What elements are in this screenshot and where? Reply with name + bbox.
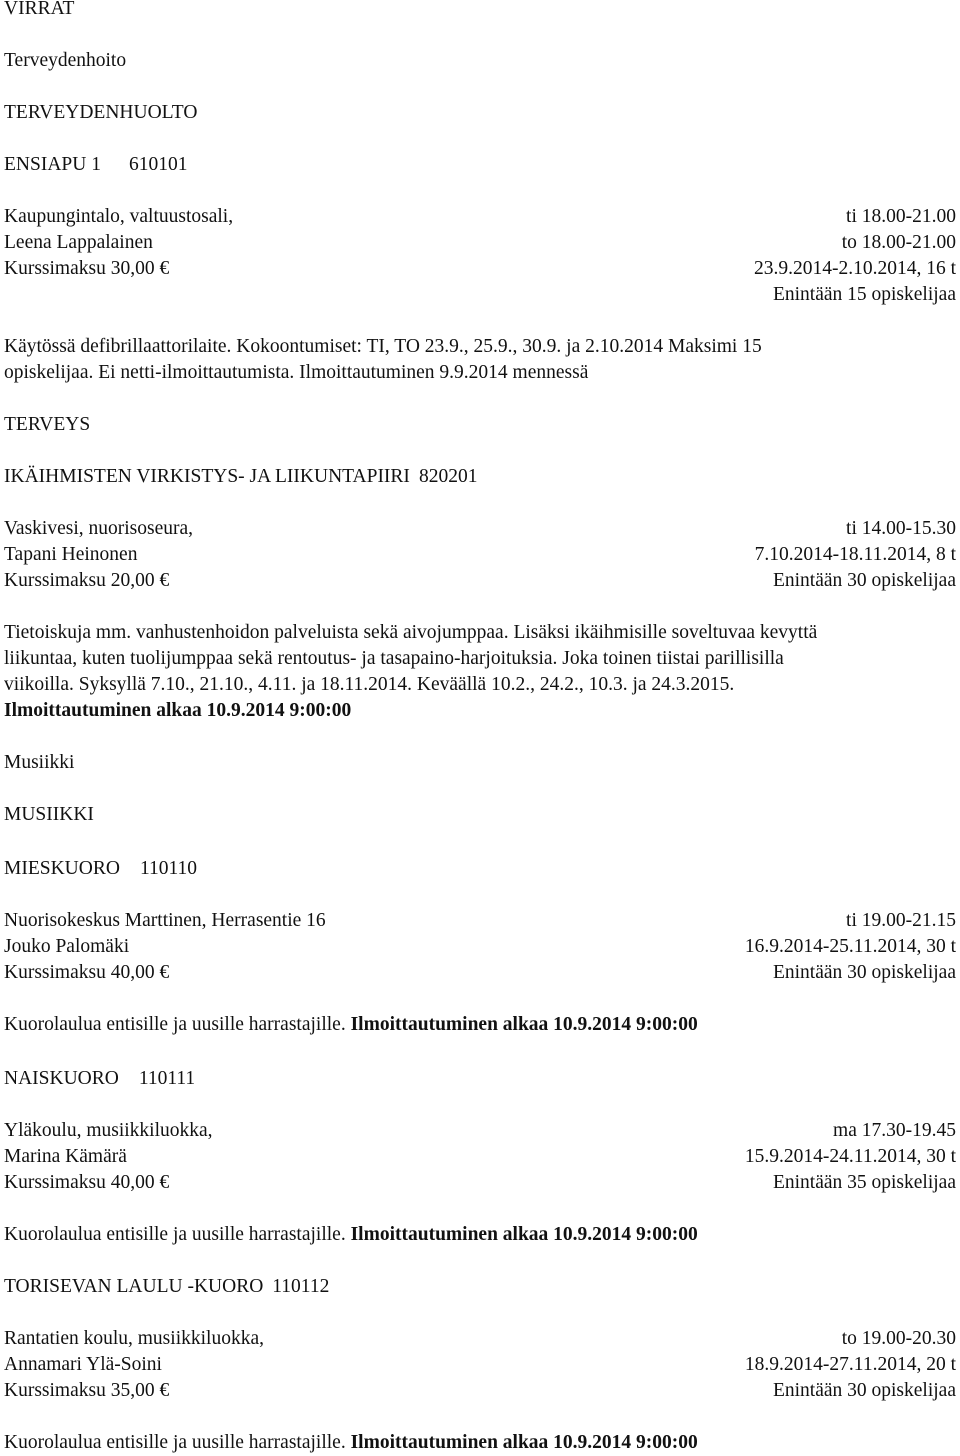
course-code: 110111 <box>138 1068 196 1089</box>
course-info-row <box>4 256 956 282</box>
course-place: Yläkoulu, musiikkiluokka, <box>4 1120 213 1141</box>
org-title: VIRRAT <box>4 0 75 19</box>
course-info-row <box>4 568 956 594</box>
course-info-row <box>4 1144 956 1170</box>
course-registration: Ilmoittautuminen alkaa 10.9.2014 9:00:00 <box>350 1014 698 1035</box>
course-info-row <box>4 1326 956 1352</box>
course-place: Vaskivesi, nuorisoseura, <box>4 518 194 539</box>
category-heading: Musiikki <box>4 752 75 773</box>
course-desc-text: Kuorolaulua entisille ja uusille harrastajille. <box>4 1014 346 1035</box>
course-dates: 23.9.2014-2.10.2014, 16 t <box>753 258 956 279</box>
course-info-row <box>4 1170 956 1196</box>
course-code: 610101 <box>128 154 188 175</box>
subcategory-heading: TERVEYDENHUOLTO <box>4 102 198 123</box>
course-info-row <box>4 934 956 960</box>
course-info-row <box>4 204 956 230</box>
course-place: Kaupungintalo, valtuustosali, <box>4 206 234 227</box>
course-dates: 16.9.2014-25.11.2014, 30 t <box>744 936 956 957</box>
course-time: to 19.00-20.30 <box>841 1328 956 1349</box>
course-fee: Kurssimaksu 20,00 € <box>4 570 170 591</box>
course-code: 110110 <box>139 858 197 879</box>
course-teacher: Marina Kämärä <box>4 1146 127 1167</box>
course-fee: Kurssimaksu 30,00 € <box>4 258 170 279</box>
course-dates: 15.9.2014-24.11.2014, 30 t <box>744 1146 956 1167</box>
course-teacher: Tapani Heinonen <box>4 544 138 565</box>
course-description <box>4 1012 956 1038</box>
course-registration: Ilmoittautuminen alkaa 10.9.2014 9:00:00 <box>350 1224 698 1245</box>
subcategory-heading: TERVEYS <box>4 414 91 435</box>
course-teacher: Annamari Ylä-Soini <box>4 1354 162 1375</box>
course-info-row <box>4 230 956 256</box>
course-description: viikoilla. Syksyllä 7.10., 21.10., 4.11. ja 18.11.2014. Keväällä 10.2., 24.2., 10.3. ja 24.3.2015. <box>4 674 735 695</box>
course-registration: Ilmoittautuminen alkaa 10.9.2014 9:00:00 <box>350 1432 698 1453</box>
course-description: Käytössä defibrillaattorilaite. Kokoontumiset: TI, TO 23.9., 25.9., 30.9. ja 2.10.2014 Maksimi 15 <box>4 336 762 357</box>
course-info-row <box>4 282 956 308</box>
course-code: 820201 <box>418 466 478 487</box>
course-teacher: Jouko Palomäki <box>4 936 130 957</box>
course-description: Tietoiskuja mm. vanhustenhoidon palveluista sekä aivojumppaa. Lisäksi ikäihmisille soveltuvaa kevyttä <box>4 622 818 643</box>
course-info-row <box>4 1118 956 1144</box>
course-title <box>4 152 956 178</box>
course-info-row <box>4 516 956 542</box>
course-name: IKÄIHMISTEN VIRKISTYS- JA LIIKUNTAPIIRI <box>4 466 410 487</box>
course-name: ENSIAPU 1 <box>4 154 101 175</box>
course-capacity: Enintään 15 opiskelijaa <box>772 284 956 305</box>
course-registration: Ilmoittautuminen alkaa 10.9.2014 9:00:00 <box>4 700 352 721</box>
course-info-row <box>4 960 956 986</box>
course-info-row <box>4 1378 956 1404</box>
course-name: TORISEVAN LAULU -KUORO <box>4 1276 264 1297</box>
course-time: ti 14.00-15.30 <box>846 518 956 539</box>
course-description: liikuntaa, kuten tuolijumppaa sekä rentoutus- ja tasapaino-harjoituksia. Joka toinen tiistai parillisilla <box>4 648 784 669</box>
course-fee: Kurssimaksu 40,00 € <box>4 962 170 983</box>
course-time: ti 18.00-21.00 <box>846 206 956 227</box>
course-dates: 7.10.2014-18.11.2014, 8 t <box>754 544 956 565</box>
course-place: Rantatien koulu, musiikkiluokka, <box>4 1328 264 1349</box>
course-desc-text: Kuorolaulua entisille ja uusille harrastajille. <box>4 1432 346 1453</box>
course-capacity: Enintään 30 opiskelijaa <box>772 1380 956 1401</box>
course-capacity: Enintään 30 opiskelijaa <box>772 962 956 983</box>
course-place: Nuorisokeskus Marttinen, Herrasentie 16 <box>4 910 326 931</box>
course-fee: Kurssimaksu 40,00 € <box>4 1172 170 1193</box>
course-description <box>4 1222 956 1248</box>
category-heading: Terveydenhoito <box>4 50 127 71</box>
course-time: ti 19.00-21.15 <box>846 910 956 931</box>
course-info-row <box>4 542 956 568</box>
course-title <box>4 464 956 490</box>
course-description <box>4 1430 956 1456</box>
course-title <box>4 1066 956 1092</box>
course-title <box>4 856 956 882</box>
subcategory-heading: MUSIIKKI <box>4 804 94 825</box>
course-info-row <box>4 908 956 934</box>
course-name: NAISKUORO <box>4 1068 119 1089</box>
course-time: ma 17.30-19.45 <box>833 1120 956 1141</box>
course-title <box>4 1274 956 1300</box>
course-capacity: Enintään 35 opiskelijaa <box>772 1172 956 1193</box>
course-description: opiskelijaa. Ei netti-ilmoittautumista. Ilmoittautuminen 9.9.2014 mennessä <box>4 362 589 383</box>
course-time: to 18.00-21.00 <box>841 232 956 253</box>
course-teacher: Leena Lappalainen <box>4 232 153 253</box>
course-capacity: Enintään 30 opiskelijaa <box>772 570 956 591</box>
course-info-row <box>4 1352 956 1378</box>
course-code: 110112 <box>272 1276 330 1297</box>
course-desc-text: Kuorolaulua entisille ja uusille harrastajille. <box>4 1224 346 1245</box>
course-dates: 18.9.2014-27.11.2014, 20 t <box>744 1354 956 1375</box>
course-fee: Kurssimaksu 35,00 € <box>4 1380 170 1401</box>
course-name: MIESKUORO <box>4 858 120 879</box>
